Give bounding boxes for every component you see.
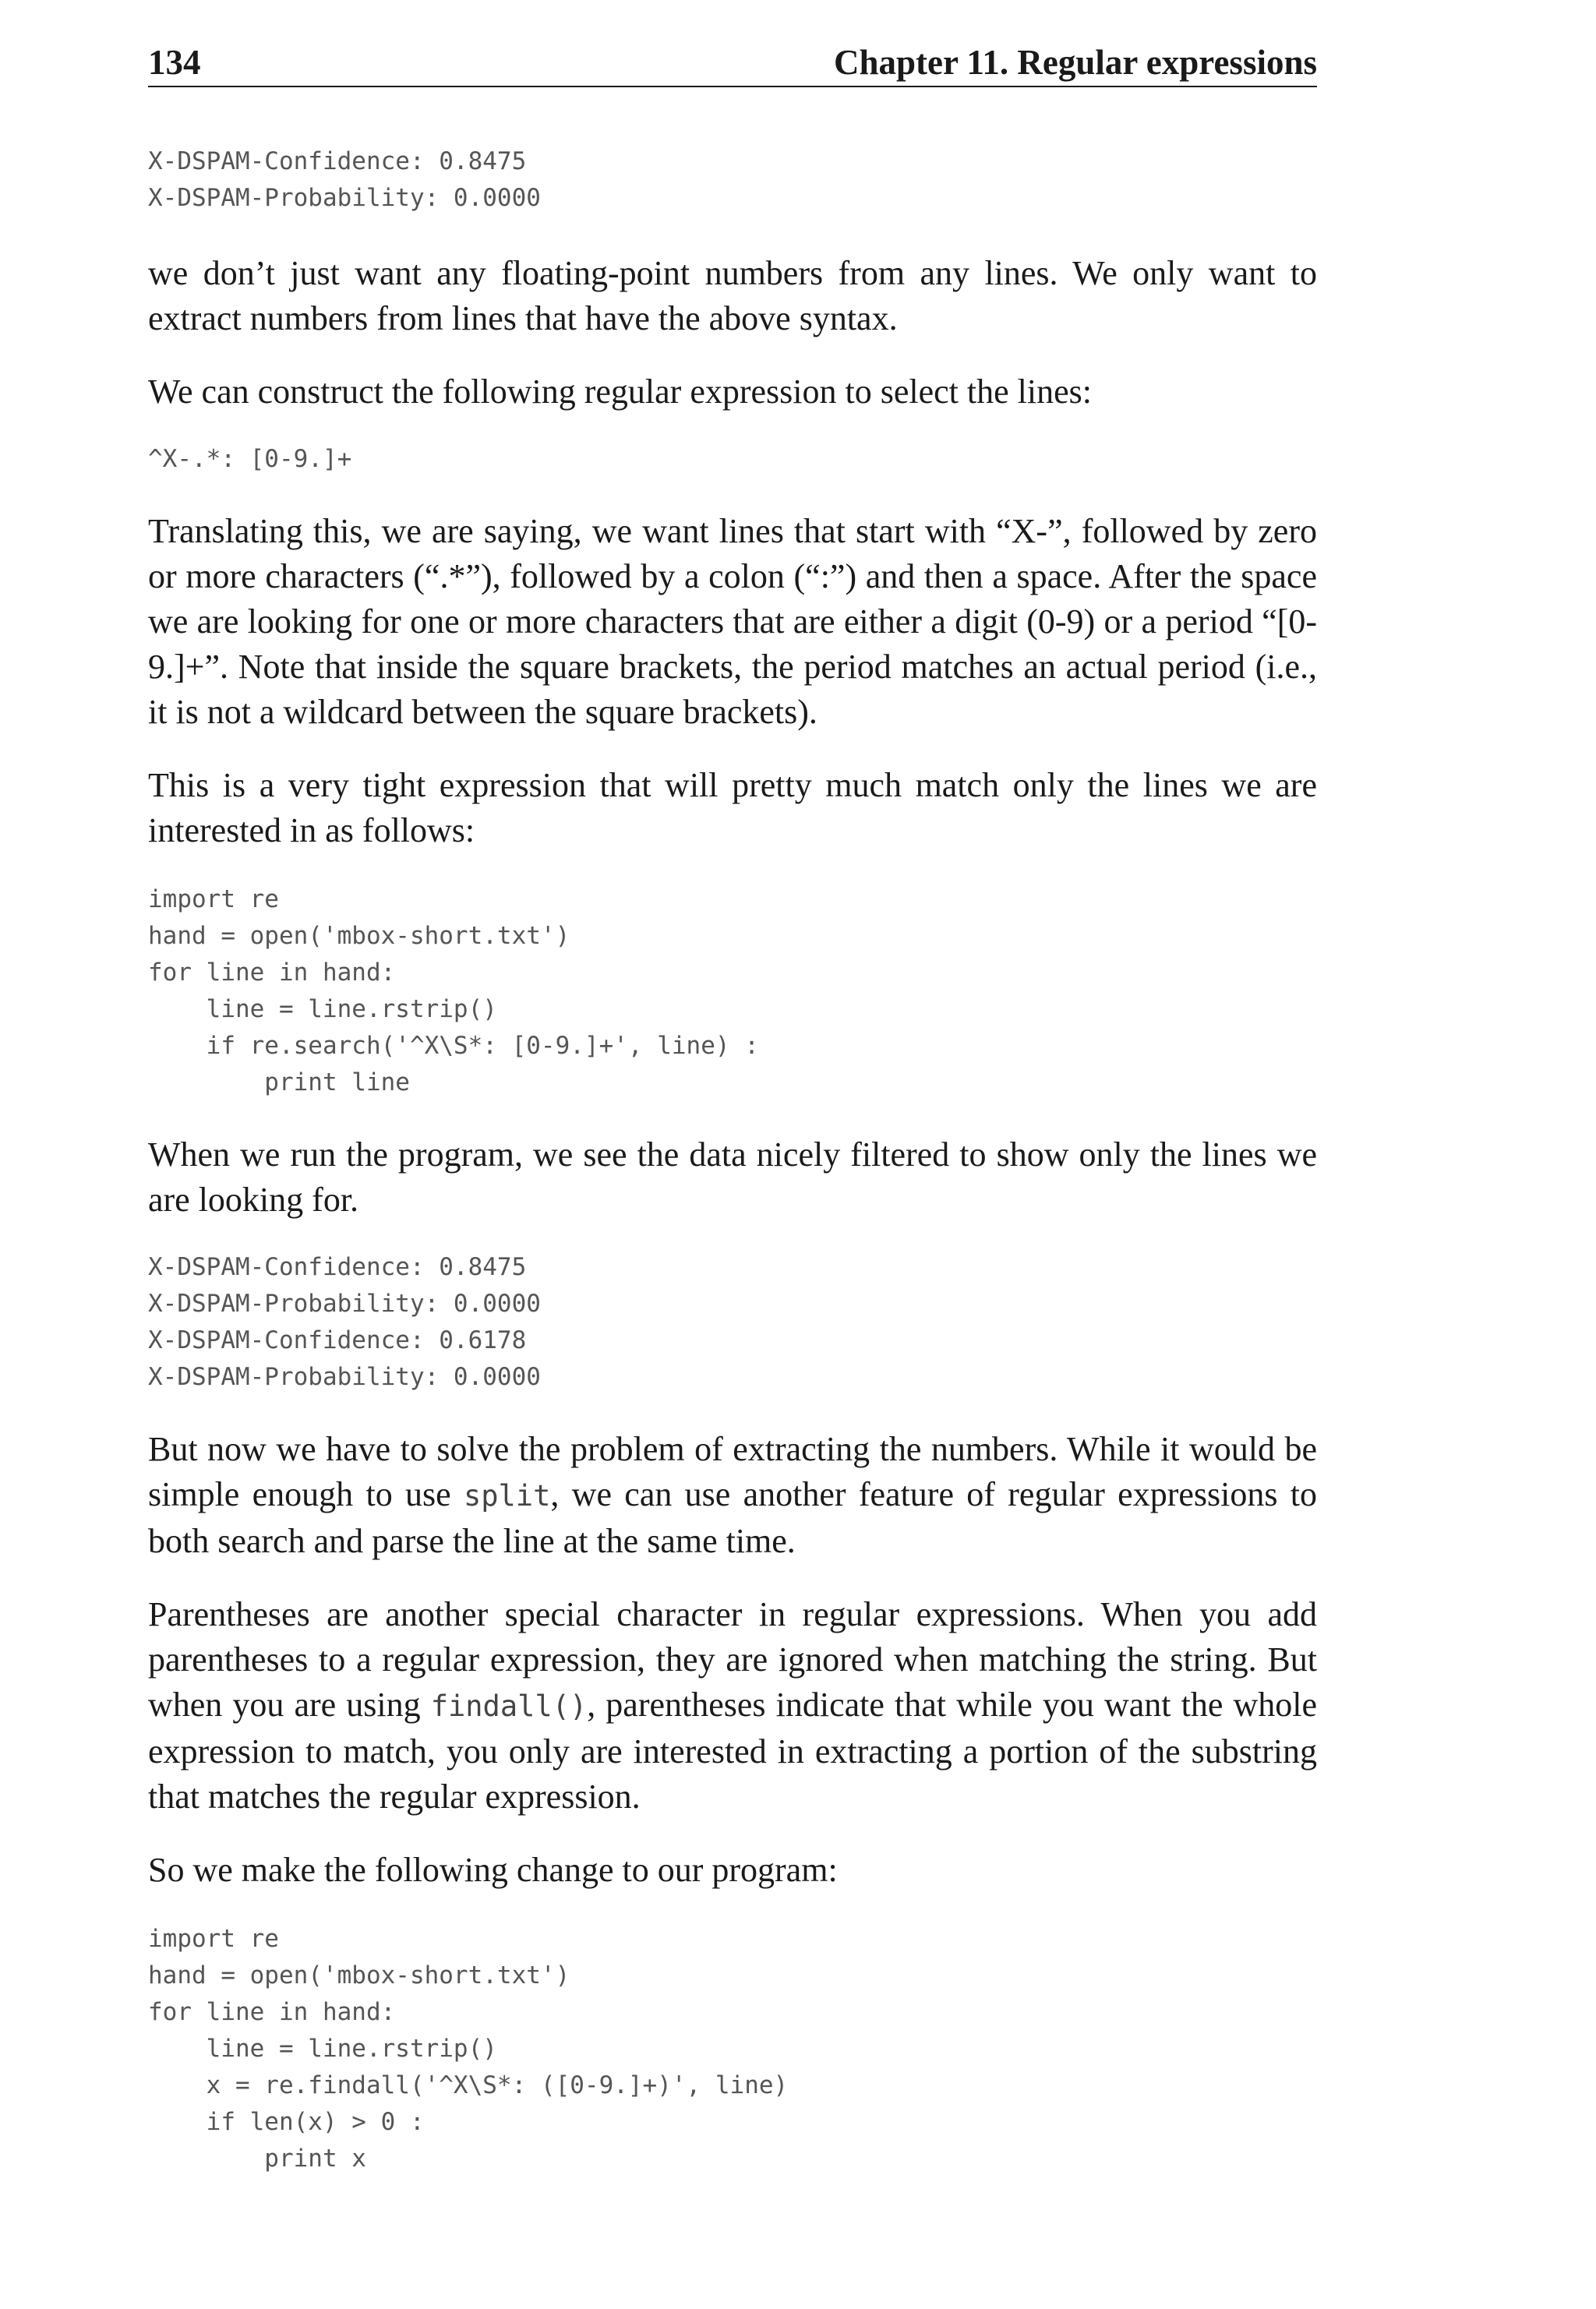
code-block-search-program: import re hand = open('mbox-short.txt') for line in hand: line = line.rstrip() if re.search('^X\S*: [0-9.]+', line) : print line [148,885,759,1096]
paragraph-text: , we can use another feature of regular expressions to both search and parse the line at the same time. [148,1475,1318,1560]
code-block-findall-program: import re hand = open('mbox-short.txt') for line in hand: line = line.rstrip() x = re.findall('^X\S*: ([0-9.]+)', line) if len(x) > 0 : print x [148,1925,789,2173]
paragraph-text: But now we have to solve the problem of extracting the numbers. While it would be simple enough to use [148,1430,1317,1513]
book-page [148,41,1317,2177]
paragraph-construct-regex: We can construct the following regular expression to select the lines: [148,372,1092,411]
paragraph-regex-explanation: Translating this, we are saying, we want lines that start with “X-”, followed by zero or more characters (“.*”), followed by a colon (“:”) and then a space. After the space we are looking for one or more characters that are either a digit (0-9) or a period “[0-9.]+”. Note that inside the square brackets, the period matches an actual period (i.e., it is not a wildcard between the square brackets). [148,512,1317,731]
paragraph-program-output-intro: When we run the program, we see the data nicely filtered to show only the lines we are looking for. [148,1135,1317,1219]
code-block-regex-pattern: ^X-.*: [0-9.]+ [148,445,352,473]
inline-code-findall: findall() [430,1689,588,1723]
paragraph-parentheses [148,1592,1317,1820]
paragraph-text: Parentheses are another special character in regular expressions. When you add parentheses to a regular expression, they are ignored when matching the string. But when you are using [148,1595,1317,1724]
running-header [148,41,1317,87]
code-block-search-output: X-DSPAM-Confidence: 0.8475 X-DSPAM-Probability: 0.0000 X-DSPAM-Confidence: 0.6178 X-DSPAM-Probability: 0.0000 [148,1253,541,1391]
paragraph-floating-point-lines: we don’t just want any floating-point numbers from any lines. We only want to extract numbers from lines that have the above syntax. [148,254,1317,337]
paragraph-tight-expression: This is a very tight expression that will pretty much match only the lines we are interested in as follows: [148,766,1317,849]
chapter-title: Chapter 11. Regular expressions [833,43,1317,82]
paragraph-change-program: So we make the following change to our program: [148,1851,838,1889]
paragraph-extracting-numbers [148,1427,1317,1564]
code-block-dspam-headers: X-DSPAM-Confidence: 0.8475 X-DSPAM-Probability: 0.0000 [148,147,541,212]
inline-code-split: split [463,1479,551,1513]
page-number: 134 [148,43,201,82]
paragraph-text: , parentheses indicate that while you want the whole expression to match, you only are interested in extracting a portion of the substring that matches the regular expression. [148,1686,1317,1816]
